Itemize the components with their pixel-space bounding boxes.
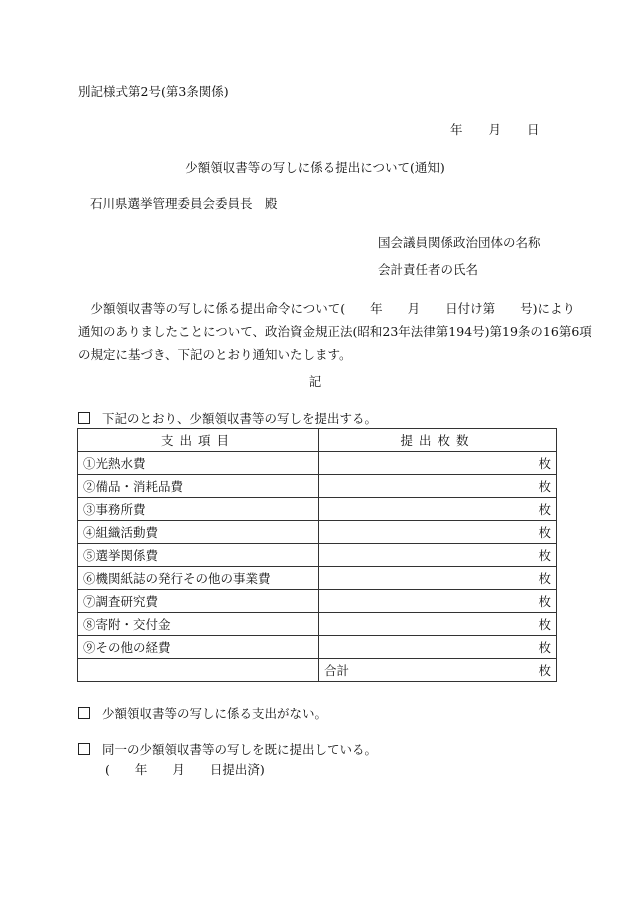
count-cell[interactable]: 枚 — [319, 613, 557, 636]
option-no-expense — [78, 706, 327, 722]
date-day: 日 — [527, 122, 540, 137]
table-row — [78, 498, 557, 521]
body-line: 少額領収書等の写しに係る提出命令について( 年 月 日付け第 号)により — [78, 301, 576, 316]
total-row — [78, 659, 557, 682]
expense-item: ③事務所費 — [78, 498, 319, 521]
table-row — [78, 475, 557, 498]
option-submit-label: 下記のとおり、少額領収書等の写しを提出する。 — [102, 411, 378, 426]
treasurer-label: 会計責任者の氏名 — [378, 262, 479, 277]
option-already-submitted — [78, 742, 377, 758]
expense-item: ⑨その他の経費 — [78, 636, 319, 659]
option-submit — [78, 411, 377, 427]
date-month: 月 — [488, 122, 502, 137]
total-label: 合計 — [324, 663, 350, 678]
count-cell[interactable]: 枚 — [319, 590, 557, 613]
table-row — [78, 521, 557, 544]
table-row — [78, 636, 557, 659]
option-no-expense-label: 少額領収書等の写しに係る支出がない。 — [102, 706, 328, 721]
body-line: の規定に基づき、下記のとおり通知いたします。 — [78, 347, 352, 362]
table-row — [78, 613, 557, 636]
body-text — [78, 297, 592, 366]
count-cell[interactable]: 枚 — [319, 636, 557, 659]
table-row — [78, 452, 557, 475]
expense-item: ⑦調査研究費 — [78, 590, 319, 613]
option-already-submitted-checkbox[interactable] — [78, 743, 90, 755]
table-header-row — [78, 429, 557, 452]
table-row — [78, 567, 557, 590]
option-submit-checkbox[interactable] — [78, 412, 90, 424]
total-empty-cell — [78, 659, 319, 682]
submitted-date: ( 年 月 日提出済) — [105, 762, 265, 777]
expense-item: ⑤選挙関係費 — [78, 544, 319, 567]
expense-item: ⑧寄附・交付金 — [78, 613, 319, 636]
count-cell[interactable]: 枚 — [319, 452, 557, 475]
form-id: 別記様式第2号(第3条関係) — [78, 84, 229, 99]
document-title: 少額領収書等の写しに係る提出について(通知) — [185, 160, 445, 175]
total-cell[interactable] — [319, 659, 557, 682]
expense-item: ②備品・消耗品費 — [78, 475, 319, 498]
org-name-label: 国会議員関係政治団体の名称 — [378, 235, 541, 250]
table-row — [78, 544, 557, 567]
count-cell[interactable]: 枚 — [319, 475, 557, 498]
submission-table — [77, 428, 557, 682]
ki-heading: 記 — [308, 374, 322, 389]
table-row — [78, 590, 557, 613]
count-cell[interactable]: 枚 — [319, 544, 557, 567]
count-cell[interactable]: 枚 — [319, 521, 557, 544]
body-line: 通知のありましたことについて、政治資金規正法(昭和23年法律第194号)第19条の16第6項 — [78, 324, 592, 339]
date-year: 年 — [450, 122, 463, 137]
header-count: 提出枚数 — [319, 429, 557, 452]
expense-item: ④組織活動費 — [78, 521, 319, 544]
date-line — [450, 122, 540, 138]
option-already-submitted-label: 同一の少額領収書等の写しを既に提出している。 — [102, 742, 378, 757]
expense-item: ⑥機関紙誌の発行その他の事業費 — [78, 567, 319, 590]
header-expense-item: 支出項目 — [78, 429, 319, 452]
option-no-expense-checkbox[interactable] — [78, 707, 90, 719]
addressee: 石川県選挙管理委員会委員長 殿 — [90, 196, 278, 211]
total-unit: 枚 — [538, 663, 551, 678]
count-cell[interactable]: 枚 — [319, 567, 557, 590]
expense-item: ①光熱水費 — [78, 452, 319, 475]
count-cell[interactable]: 枚 — [319, 498, 557, 521]
